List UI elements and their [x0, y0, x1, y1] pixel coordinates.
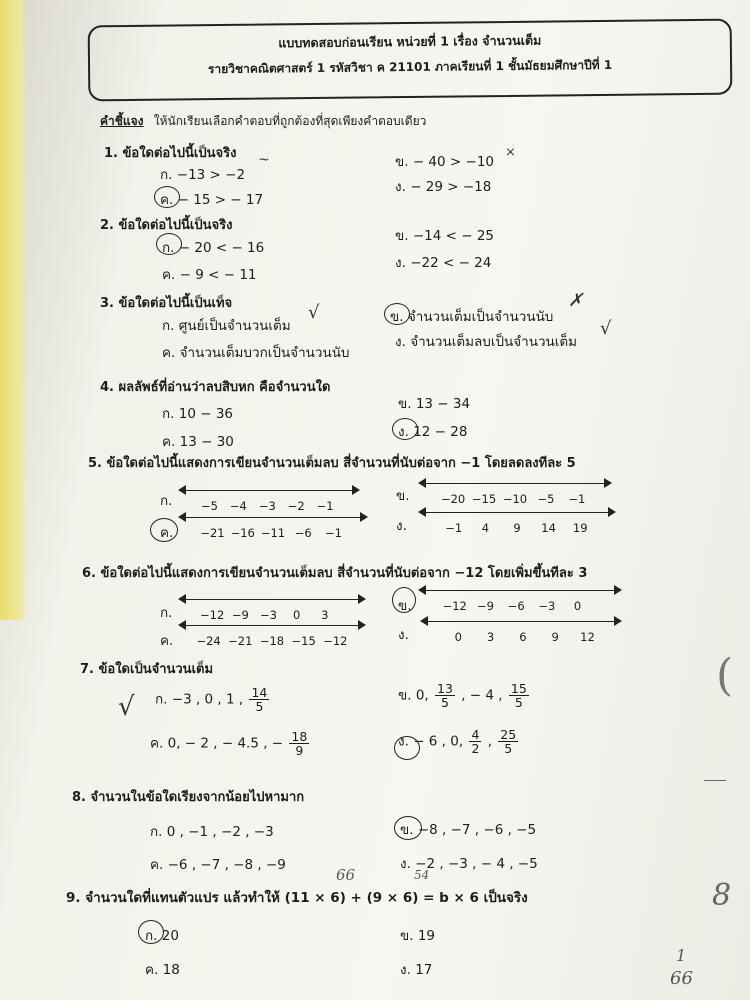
check-mark: √ — [308, 302, 320, 323]
q3-option-c[interactable]: ค. จำนวนเต็มบวกเป็นจำนวนนับ — [162, 345, 350, 361]
q8-option-a[interactable]: ก. 0 , −1 , −2 , −3 — [150, 824, 274, 840]
margin-stroke: ( — [716, 650, 734, 701]
q4-option-b[interactable]: ข. 13 − 34 — [398, 396, 471, 412]
header-title: แบบทดสอบก่อนเรียน หน่วยที่ 1 เรื่อง จำนวนเต็ม — [278, 32, 542, 51]
q5-option-a-label[interactable]: ก. — [160, 493, 173, 509]
q1-option-a[interactable]: ก. −13 > −2 — [160, 167, 246, 183]
answer-circle-q9 — [138, 920, 164, 944]
answer-circle-q5 — [150, 518, 178, 542]
q5-option-c-label[interactable]: ค. — [160, 525, 174, 541]
check-mark: √ — [118, 692, 135, 722]
q9-option-c[interactable]: ค. 18 — [145, 962, 180, 978]
handwritten-number: 66 — [336, 866, 356, 884]
q2-option-c[interactable]: ค. − 9 < − 11 — [162, 267, 257, 283]
q2-option-a[interactable]: ก. − 20 < − 16 — [162, 240, 265, 256]
question-4: 4. ผลลัพธ์ที่อ่านว่าลบสิบหก คือจำนวนใด — [100, 380, 331, 395]
question-2: 2. ข้อใดต่อไปนี้เป็นจริง — [100, 218, 233, 233]
q5-option-d-label[interactable]: ง. — [396, 518, 407, 534]
handwritten-number: 54 — [414, 868, 430, 882]
q4-option-a[interactable]: ก. 10 − 36 — [162, 406, 234, 422]
question-6: 6. ข้อใดต่อไปนี้แสดงการเขียนจำนวนเต็มลบ สี่จำนวนที่นับต่อจาก −12 โดยเพิ่มขึ้นทีละ 3 — [82, 566, 588, 581]
q7-option-b[interactable]: ข. 0, $\frac{13}{5}$ , − 4 , $\frac{15}{5}$ — [398, 681, 527, 711]
q4-option-c[interactable]: ค. 13 − 30 — [162, 434, 234, 450]
q6-option-a-label[interactable]: ก. — [160, 605, 173, 621]
q3-option-b[interactable]: ข. จำนวนเต็มเป็นจำนวนนับ — [390, 309, 554, 325]
answer-circle-q8 — [394, 816, 422, 840]
q1-option-b[interactable]: ข. − 40 > −10 — [395, 154, 494, 170]
answer-circle-q6 — [392, 587, 416, 613]
answer-circle-q7 — [394, 736, 420, 760]
q5-option-b-label[interactable]: ข. — [396, 488, 410, 504]
instruction-label: คำชี้แจง — [100, 114, 144, 128]
cross-mark: × — [505, 145, 516, 160]
answer-circle-q2 — [156, 233, 182, 255]
q9-option-a[interactable]: ก. 20 — [145, 928, 179, 944]
answer-circle-q1 — [154, 186, 180, 208]
question-7: 7. ข้อใดเป็นจำนวนเต็ม — [80, 662, 214, 677]
q1-option-d[interactable]: ง. − 29 > −18 — [395, 179, 492, 195]
q7-option-a[interactable]: ก. −3 , 0 , 1 , $\frac{14}{5}$ — [155, 685, 268, 715]
q8-option-b[interactable]: ข. −8 , −7 , −6 , −5 — [400, 822, 537, 838]
handwritten-number: 66 — [670, 968, 693, 989]
q6-option-c-label[interactable]: ค. — [160, 633, 174, 649]
cross-mark: ✗ — [568, 290, 584, 311]
question-1: 1. ข้อใดต่อไปนี้เป็นจริง — [104, 146, 237, 161]
q5-number-line-d: −1 4 9 14 19 — [424, 507, 610, 537]
q6-option-d-label[interactable]: ง. — [398, 627, 409, 643]
q1-option-c[interactable]: ค. − 15 > − 17 — [160, 192, 264, 208]
q3-option-d[interactable]: ง. จำนวนเต็มลบเป็นจำนวนเต็ม — [395, 334, 578, 350]
q7-option-d[interactable]: ง. − 6 , 0, $\frac{4}{2}$ , $\frac{25}{5}$ — [398, 727, 517, 757]
check-mark: ~ — [258, 152, 270, 168]
q8-option-c[interactable]: ค. −6 , −7 , −8 , −9 — [150, 857, 286, 873]
question-8: 8. จำนวนในข้อใดเรียงจากน้อยไปหามาก — [72, 790, 305, 805]
q5-number-line-c: −21 −16 −11 −6 −1 — [184, 512, 362, 542]
header-subject: รายวิชาคณิตศาสตร์ 1 รหัสวิชา ค 21101 ภาคเรียนที่ 1 ชั้นมัธยมศึกษาปีที่ 1 — [207, 57, 613, 77]
q2-option-d[interactable]: ง. −22 < − 24 — [395, 255, 492, 271]
answer-circle-q4 — [392, 418, 418, 440]
handwritten-number: 8 — [712, 878, 732, 913]
question-9: 9. จำนวนใดที่แทนตัวแปร แล้วทำให้ (11 × 6) + (9 × 6) = b × 6 เป็นจริง — [66, 890, 528, 906]
q7-option-c[interactable]: ค. 0, − 2 , − 4.5 , − $\frac{18}{9}$ — [150, 729, 308, 759]
q8-option-d[interactable]: ง. −2 , −3 , − 4 , −5 — [400, 856, 538, 872]
q6-number-line-d: 0 3 6 9 12 — [426, 616, 616, 646]
q6-option-b-label[interactable]: ข. — [398, 598, 412, 614]
answer-circle-q3 — [384, 303, 410, 325]
margin-stroke — [704, 780, 726, 781]
q4-option-d[interactable]: ง. 12 − 28 — [398, 424, 468, 440]
q9-option-b[interactable]: ข. 19 — [400, 928, 436, 944]
q9-option-d[interactable]: ง. 17 — [400, 962, 433, 978]
header-box — [88, 19, 733, 102]
q6-number-line-c: −24 −21 −18 −15 −12 — [184, 620, 360, 650]
question-3: 3. ข้อใดต่อไปนี้เป็นเท็จ — [100, 296, 233, 311]
check-mark: √ — [600, 318, 612, 339]
q5-number-line-a: −5 −4 −3 −2 −1 — [184, 485, 354, 515]
handwritten-number: 1 — [676, 946, 687, 965]
q6-number-line-b: −12 −9 −6 −3 0 — [424, 585, 616, 615]
q5-number-line-b: −20 −15 −10 −5 −1 — [424, 478, 606, 508]
instruction — [100, 112, 426, 131]
q6-number-line-a: −12 −9 −3 0 3 — [184, 594, 360, 624]
instruction-text: ให้นักเรียนเลือกคำตอบที่ถูกต้องที่สุดเพียงคำตอบเดียว — [153, 114, 427, 128]
q3-option-a[interactable]: ก. ศูนย์เป็นจำนวนเต็ม — [162, 318, 291, 334]
q2-option-b[interactable]: ข. −14 < − 25 — [395, 228, 494, 244]
question-5: 5. ข้อใดต่อไปนี้แสดงการเขียนจำนวนเต็มลบ สี่จำนวนที่นับต่อจาก −1 โดยลดลงทีละ 5 — [88, 456, 576, 471]
yellow-edge — [0, 0, 28, 620]
